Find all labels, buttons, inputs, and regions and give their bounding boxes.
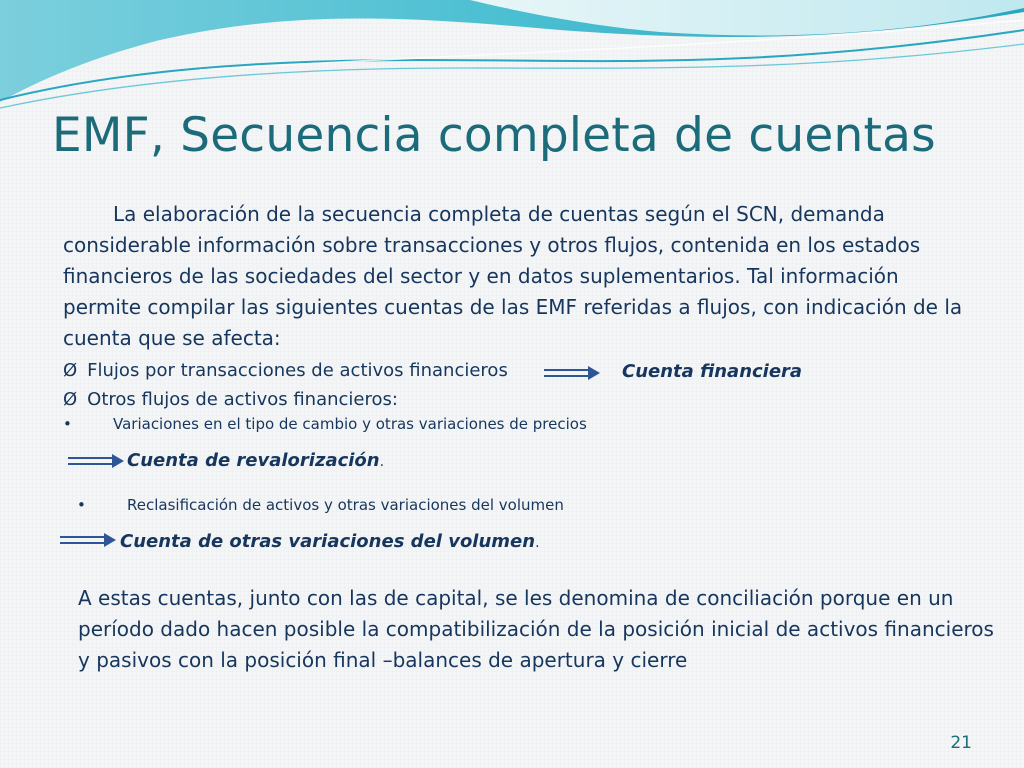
account-cuenta-financiera: Cuenta financiera [622, 361, 803, 382]
account-label: Cuenta de revalorización [127, 450, 380, 471]
page-number: 21 [950, 733, 972, 753]
list-item-otros-flujos [63, 389, 398, 410]
account-suffix: . [379, 454, 385, 470]
account-suffix: . [535, 535, 540, 551]
double-arrow-icon [60, 533, 116, 547]
list-item-text: Variaciones en el tipo de cambio y otras variaciones de precios [113, 415, 587, 433]
list-item-reclasificacion [77, 496, 564, 514]
bullet-icon: • [63, 415, 72, 433]
arrowhead-bullet-icon: Ø [63, 389, 78, 410]
list-item-text: Flujos por transacciones de activos financieros [87, 360, 508, 381]
closing-paragraph: A estas cuentas, junto con las de capital, se les denomina de conciliación porque en un período dado hacen posible la compatibilización de la posición inicial de activos financieros y pasivos con la posición final –balances de apertura y cierre [78, 586, 994, 672]
account-label: Cuenta de otras variaciones del volumen [120, 531, 536, 552]
double-arrow-icon [544, 366, 600, 380]
arrowhead-bullet-icon: Ø [63, 360, 78, 381]
bullet-icon: • [77, 496, 86, 514]
list-item-transacciones [63, 360, 508, 381]
slide-title: EMF, Secuencia completa de cuentas [52, 108, 936, 163]
header-wave-decoration [0, 0, 1024, 120]
account-cuenta-revalorizacion [127, 450, 384, 471]
account-cuenta-otras-variaciones [120, 531, 540, 552]
list-item-text: Reclasificación de activos y otras variaciones del volumen [127, 496, 564, 514]
list-item-text: Otros flujos de activos financieros: [87, 389, 398, 410]
double-arrow-icon [68, 454, 124, 468]
intro-paragraph: La elaboración de la secuencia completa de cuentas según el SCN, demanda considerable información sobre transacciones y otros flujos, contenida en los estados financieros de las sociedades del sector y en datos suplementarios. Tal información permite compilar las siguientes cuentas de las EMF referidas a flujos, con indicación de la cuenta que se afecta: [63, 202, 963, 350]
list-item-tipo-de-cambio [63, 415, 587, 433]
